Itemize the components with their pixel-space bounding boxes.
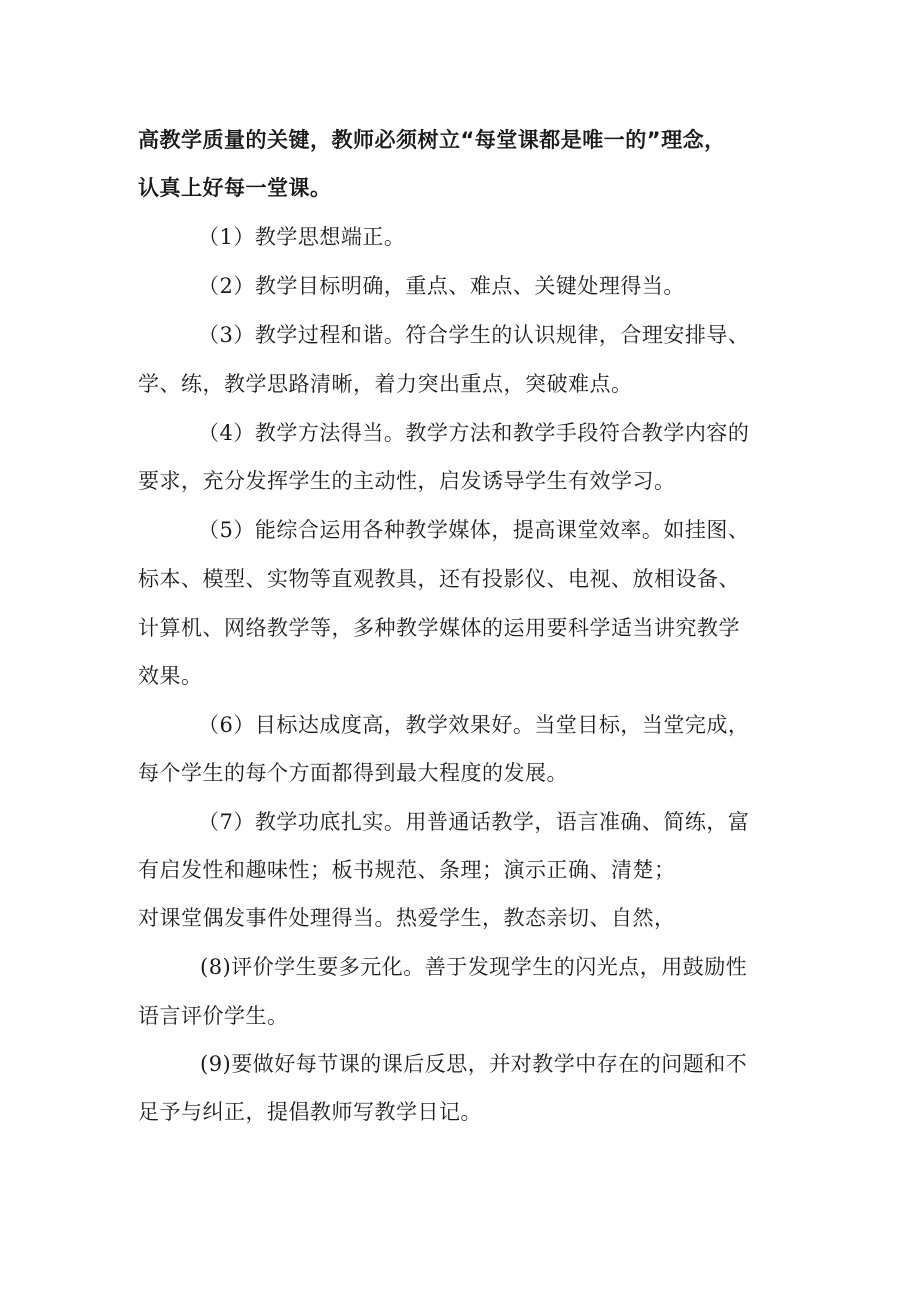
item-9-line-2: 足予与纠正，提倡教师写教学日记。 xyxy=(138,1100,482,1124)
item-5-line-2: 标本、模型、实物等直观教具，还有投影仪、电视、放相设备、 xyxy=(138,567,740,591)
item-2-line-1: （2）教学目标明确，重点、难点、关键处理得当。 xyxy=(198,274,685,298)
item-4-line-2: 要求，充分发挥学生的主动性，启发诱导学生有效学习。 xyxy=(138,469,676,493)
item-3-line-2: 学、练，教学思路清晰，着力突出重点，突破难点。 xyxy=(138,372,633,396)
item-9-line-1: (9)要做好每节课的课后反思，并对教学中存在的问题和不 xyxy=(200,1052,748,1076)
item-7-line-2: 有启发性和趣味性；板书规范、条理；演示正确、清楚； xyxy=(138,858,676,882)
item-6-line-2: 每个学生的每个方面都得到最大程度的发展。 xyxy=(138,761,568,785)
item-1-line-1: （1）教学思想端正。 xyxy=(198,225,406,249)
item-3-line-1: （3）教学过程和谐。符合学生的认识规律，合理安排导、 xyxy=(198,323,750,347)
item-5-line-1: （5）能综合运用各种教学媒体，提高课堂效率。如挂图、 xyxy=(198,518,750,542)
item-8-line-2: 语言评价学生。 xyxy=(138,1004,289,1028)
item-5-line-4: 效果。 xyxy=(138,664,203,688)
item-5-line-3: 计算机、网络教学等，多种教学媒体的运用要科学适当讲究教学 xyxy=(138,616,740,640)
intro-line-1: 高教学质量的关键，教师必须树立“每堂课都是唯一的”理念， xyxy=(138,128,726,152)
item-4-line-1: （4）教学方法得当。教学方法和教学手段符合教学内容的 xyxy=(198,421,750,445)
item-7-line-3: 对课堂偶发事件处理得当。热爱学生，教态亲切、自然， xyxy=(138,906,676,930)
item-7-line-1: （7）教学功底扎实。用普通话教学，语言准确、简练，富 xyxy=(198,810,750,834)
item-8-line-1: (8)评价学生要多元化。善于发现学生的闪光点，用鼓励性 xyxy=(200,955,748,979)
intro-line-2: 认真上好每一堂课。 xyxy=(138,176,332,200)
item-6-line-1: （6）目标达成度高，教学效果好。当堂目标，当堂完成， xyxy=(198,713,750,737)
